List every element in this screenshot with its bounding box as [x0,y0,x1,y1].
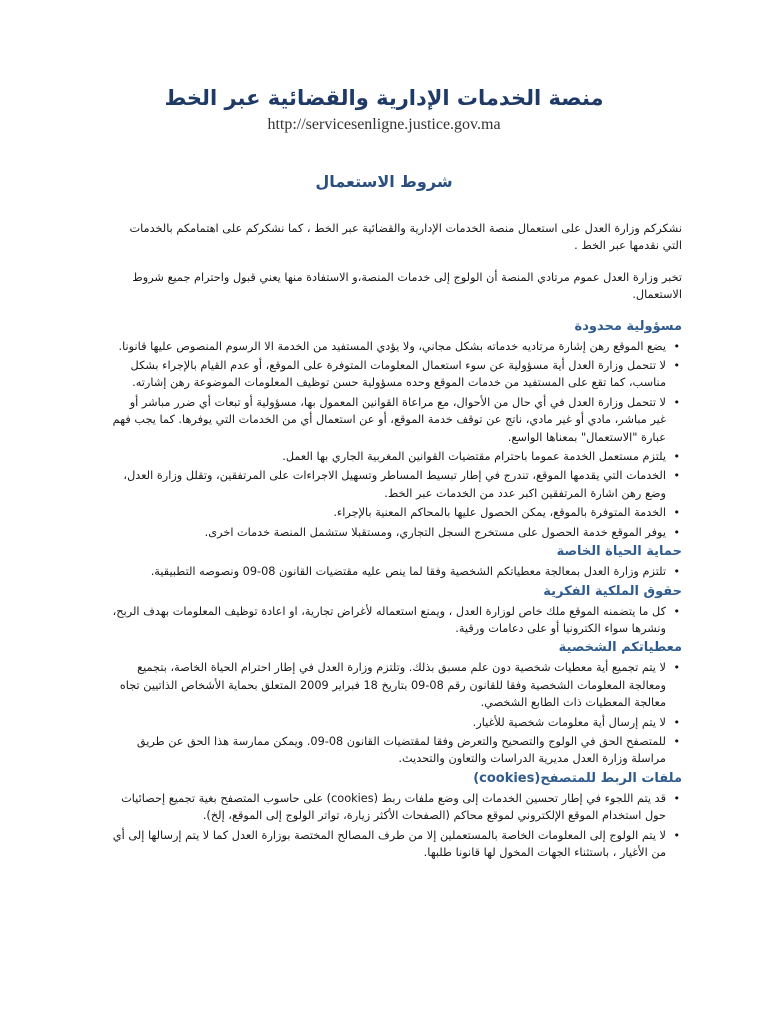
list-item: • قد يتم اللجوء في إطار تحسين الخدمات إلى وضع ملفات ربط (cookies) على حاسوب المتصفح بغية تجميع إحصائيات حول استخدام الموقع الإلكتروني لموقع محاكم (الصفحات الأكثر زيارة، تواتر الولوج إلى الموقع، إلخ). [112,790,666,825]
list-item: • للمتصفح الحق في الولوج والتصحيح والتعرض وفقا لمقتضيات القانون 08-09. ويمكن ممارسة هذا الحق عن طريق مراسلة وزارة العدل مديرية الدراسات والتعاون والتحديث. [112,733,666,768]
list-item: • لا يتم الولوج إلى المعلومات الخاصة بالمستعملين إلا من طرف المصالح المختصة بوزارة العدل كما لا يتم إرسالها إلى أي من الأغيار ، باستثناء الجهات المخول لها قانونا طلبها. [112,827,666,862]
section-list [112,338,682,541]
section-heading: حماية الحياة الخاصة [556,544,682,560]
list-item: • لا يتم إرسال أية معلومات شخصية للأغيار. [112,714,666,731]
list-item: • يلتزم مستعمل الخدمة عموما باحترام مقتضيات القوانين المغربية الجاري بها العمل. [112,448,666,465]
list-item: • تلتزم وزارة العدل بمعالجة معطياتكم الشخصية وفقا لما ينص عليه مقتضيات القانون 08-09 ونصوصه التطبيقية. [112,563,666,580]
section-heading: معطياتكم الشخصية [558,640,682,656]
section-heading: مسؤولية محدودة [574,318,682,334]
section-heading: حقوق الملكية الفكرية [543,583,682,599]
page-title: منصة الخدمات الإدارية والقضائية عبر الخط [164,86,604,110]
list-item: • الخدمة المتوفرة بالموقع، يمكن الحصول عليها بالمحاكم المعنية بالإجراء. [112,504,666,521]
list-item: • لا تتحمل وزارة العدل في أي حال من الأحوال، مع مراعاة القوانين المعمول بها، مسؤولية أو تبعات أي ضرر مباشر أو غير مباشر، مادي أو غير مادي، ناتج عن توقف خدمة الموقع، أو عن استعمال أي من الخدمات التي يوفرها. كما يجب فهم عبارة "الاستعمال" بمعناها الواسع. [112,394,666,446]
list-item: • لا تتحمل وزارة العدل أية مسؤولية عن سوء استعمال المعلومات المتوفرة على الموقع، أو عدم القيام بالإجراء بشكل مناسب، كما تقع على المستفيد من خدمات الموقع وحده مسؤولية حسن توظيف المعلومات الموضوعة رهن إشارته. [112,357,666,392]
section-list [112,603,682,638]
intro-paragraph: نشكركم وزارة العدل على استعمال منصة الخدمات الإدارية والقضائية عبر الخط ، كما نشكركم على اهتمامكم بالخدمات التي نقدمها عبر الخط . [129,222,682,253]
section-list [112,659,682,767]
list-item: • يوفر الموقع خدمة الحصول على مستخرج السجل التجاري، ومستقبلا ستشمل المنصة خدمات اخرى. [112,524,666,541]
section-list [112,563,682,580]
section-heading: ملفات الربط للمتصفح(cookies) [473,770,682,786]
list-item: • الخدمات التي يقدمها الموقع، تندرج في إطار تبسيط المساطر وتسهيل الاجراءات على المرتفقين، وتقلل وزارة العدل، وضع رهن اشارة المرتفقين اكبر عدد من الخدمات عبر الخط. [112,467,666,502]
list-item: • كل ما يتضمنه الموقع ملك خاص لوزارة العدل ، ويمنع استعماله لأغراض تجارية، او اعادة توظيف المعلومات بهدف الربح، ونشرها سواء الكترونيا أو على دعامات ورقية. [112,603,666,638]
site-url: http://servicesenligne.justice.gov.ma [267,116,501,133]
document-body [112,220,682,863]
section-list [112,790,682,862]
terms-title: شروط الاستعمال [315,172,453,191]
list-item: • يضع الموقع رهن إشارة مرتاديه خدماته بشكل مجاني، ولا يؤدي المستفيد من الخدمة الا الرسوم المنصوص عليها قانونا. [112,338,666,355]
list-item: • لا يتم تجميع أية معطيات شخصية دون علم مسبق بذلك. وتلتزم وزارة العدل في إطار احترام الحياة الخاصة، بتجميع ومعالجة المعلومات الشخصية وفقا للقانون رقم 08-09 بتاريخ 18 فبراير 2009 المتعلق بحماية الأشخاص الذاتيين تجاه معالجة المعطيات ذات الطابع الشخصي. [112,659,666,711]
intro-paragraph: تخبر وزارة العدل عموم مرتادي المنصة أن الولوج إلى خدمات المنصة،و الاستفادة منها يعني قبول واحترام جميع شروط الاستعمال. [132,270,682,302]
